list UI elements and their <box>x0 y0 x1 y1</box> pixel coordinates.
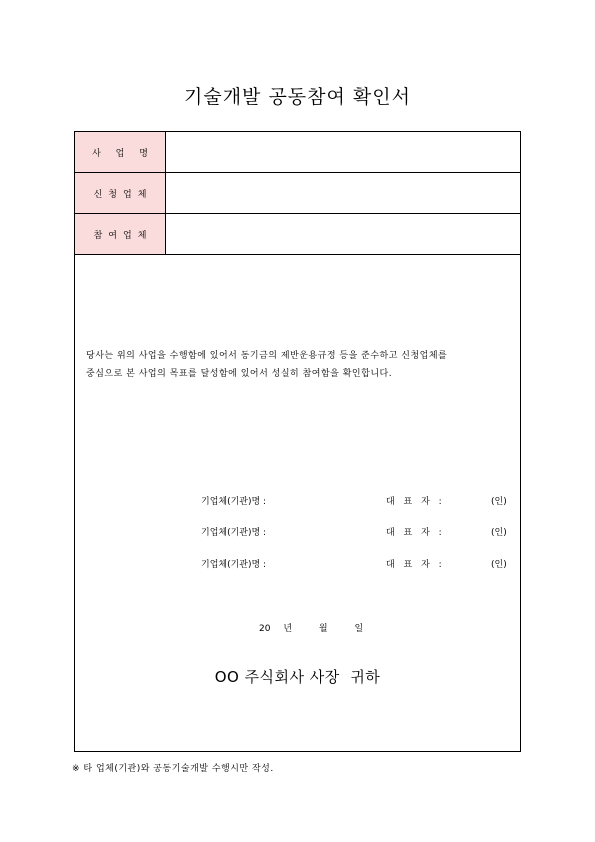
form-row-applicant <box>75 173 520 214</box>
form-row-participant <box>75 214 520 255</box>
form-label-participant: 참여업체 <box>75 214 166 254</box>
company-name-label: 기업체(기관)명 : <box>201 560 267 570</box>
date-year-unit: 년 <box>283 624 293 634</box>
company-name-label: 기업체(기관)명 : <box>201 497 267 507</box>
form-value-participant[interactable] <box>166 214 520 254</box>
company-name-label: 기업체(기관)명 : <box>201 528 267 538</box>
recipient-line: OO 주식회사 사장 귀하 <box>214 668 381 686</box>
signature-row <box>0 557 595 571</box>
representative-label: 대 표 자 : <box>386 560 445 570</box>
document-title: 기술개발 공동참여 확인서 <box>184 86 411 108</box>
representative-label: 대 표 자 : <box>386 528 445 538</box>
date-day-unit: 일 <box>354 624 364 634</box>
form-row-project-name <box>75 132 520 173</box>
form-table <box>74 131 521 752</box>
date-month-unit: 월 <box>318 624 328 634</box>
representative-label: 대 표 자 : <box>386 497 445 507</box>
form-value-applicant[interactable] <box>166 173 520 213</box>
form-label-applicant: 신청업체 <box>75 173 166 213</box>
signature-row <box>0 525 595 539</box>
seal-mark: (인) <box>491 528 507 538</box>
form-value-project-name[interactable] <box>166 132 520 172</box>
date-year-prefix: 20 <box>259 624 271 634</box>
date-line <box>259 621 363 634</box>
seal-mark: (인) <box>491 497 507 507</box>
statement-line-1: 당사는 위의 사업을 수행함에 있어서 동기금의 제반운용규정 등을 준수하고 신청업체를 <box>86 351 448 361</box>
footnote: ※ 타 업체(기관)와 공동기술개발 수행시만 작성. <box>72 764 274 774</box>
form-label-project-name: 사 업 명 <box>75 132 166 172</box>
confirmation-statement <box>86 347 516 383</box>
signature-row <box>0 494 595 508</box>
seal-mark: (인) <box>491 560 507 570</box>
statement-line-2: 중심으로 본 사업의 목표를 달성함에 있어서 성실히 참여함을 확인합니다. <box>86 369 393 379</box>
